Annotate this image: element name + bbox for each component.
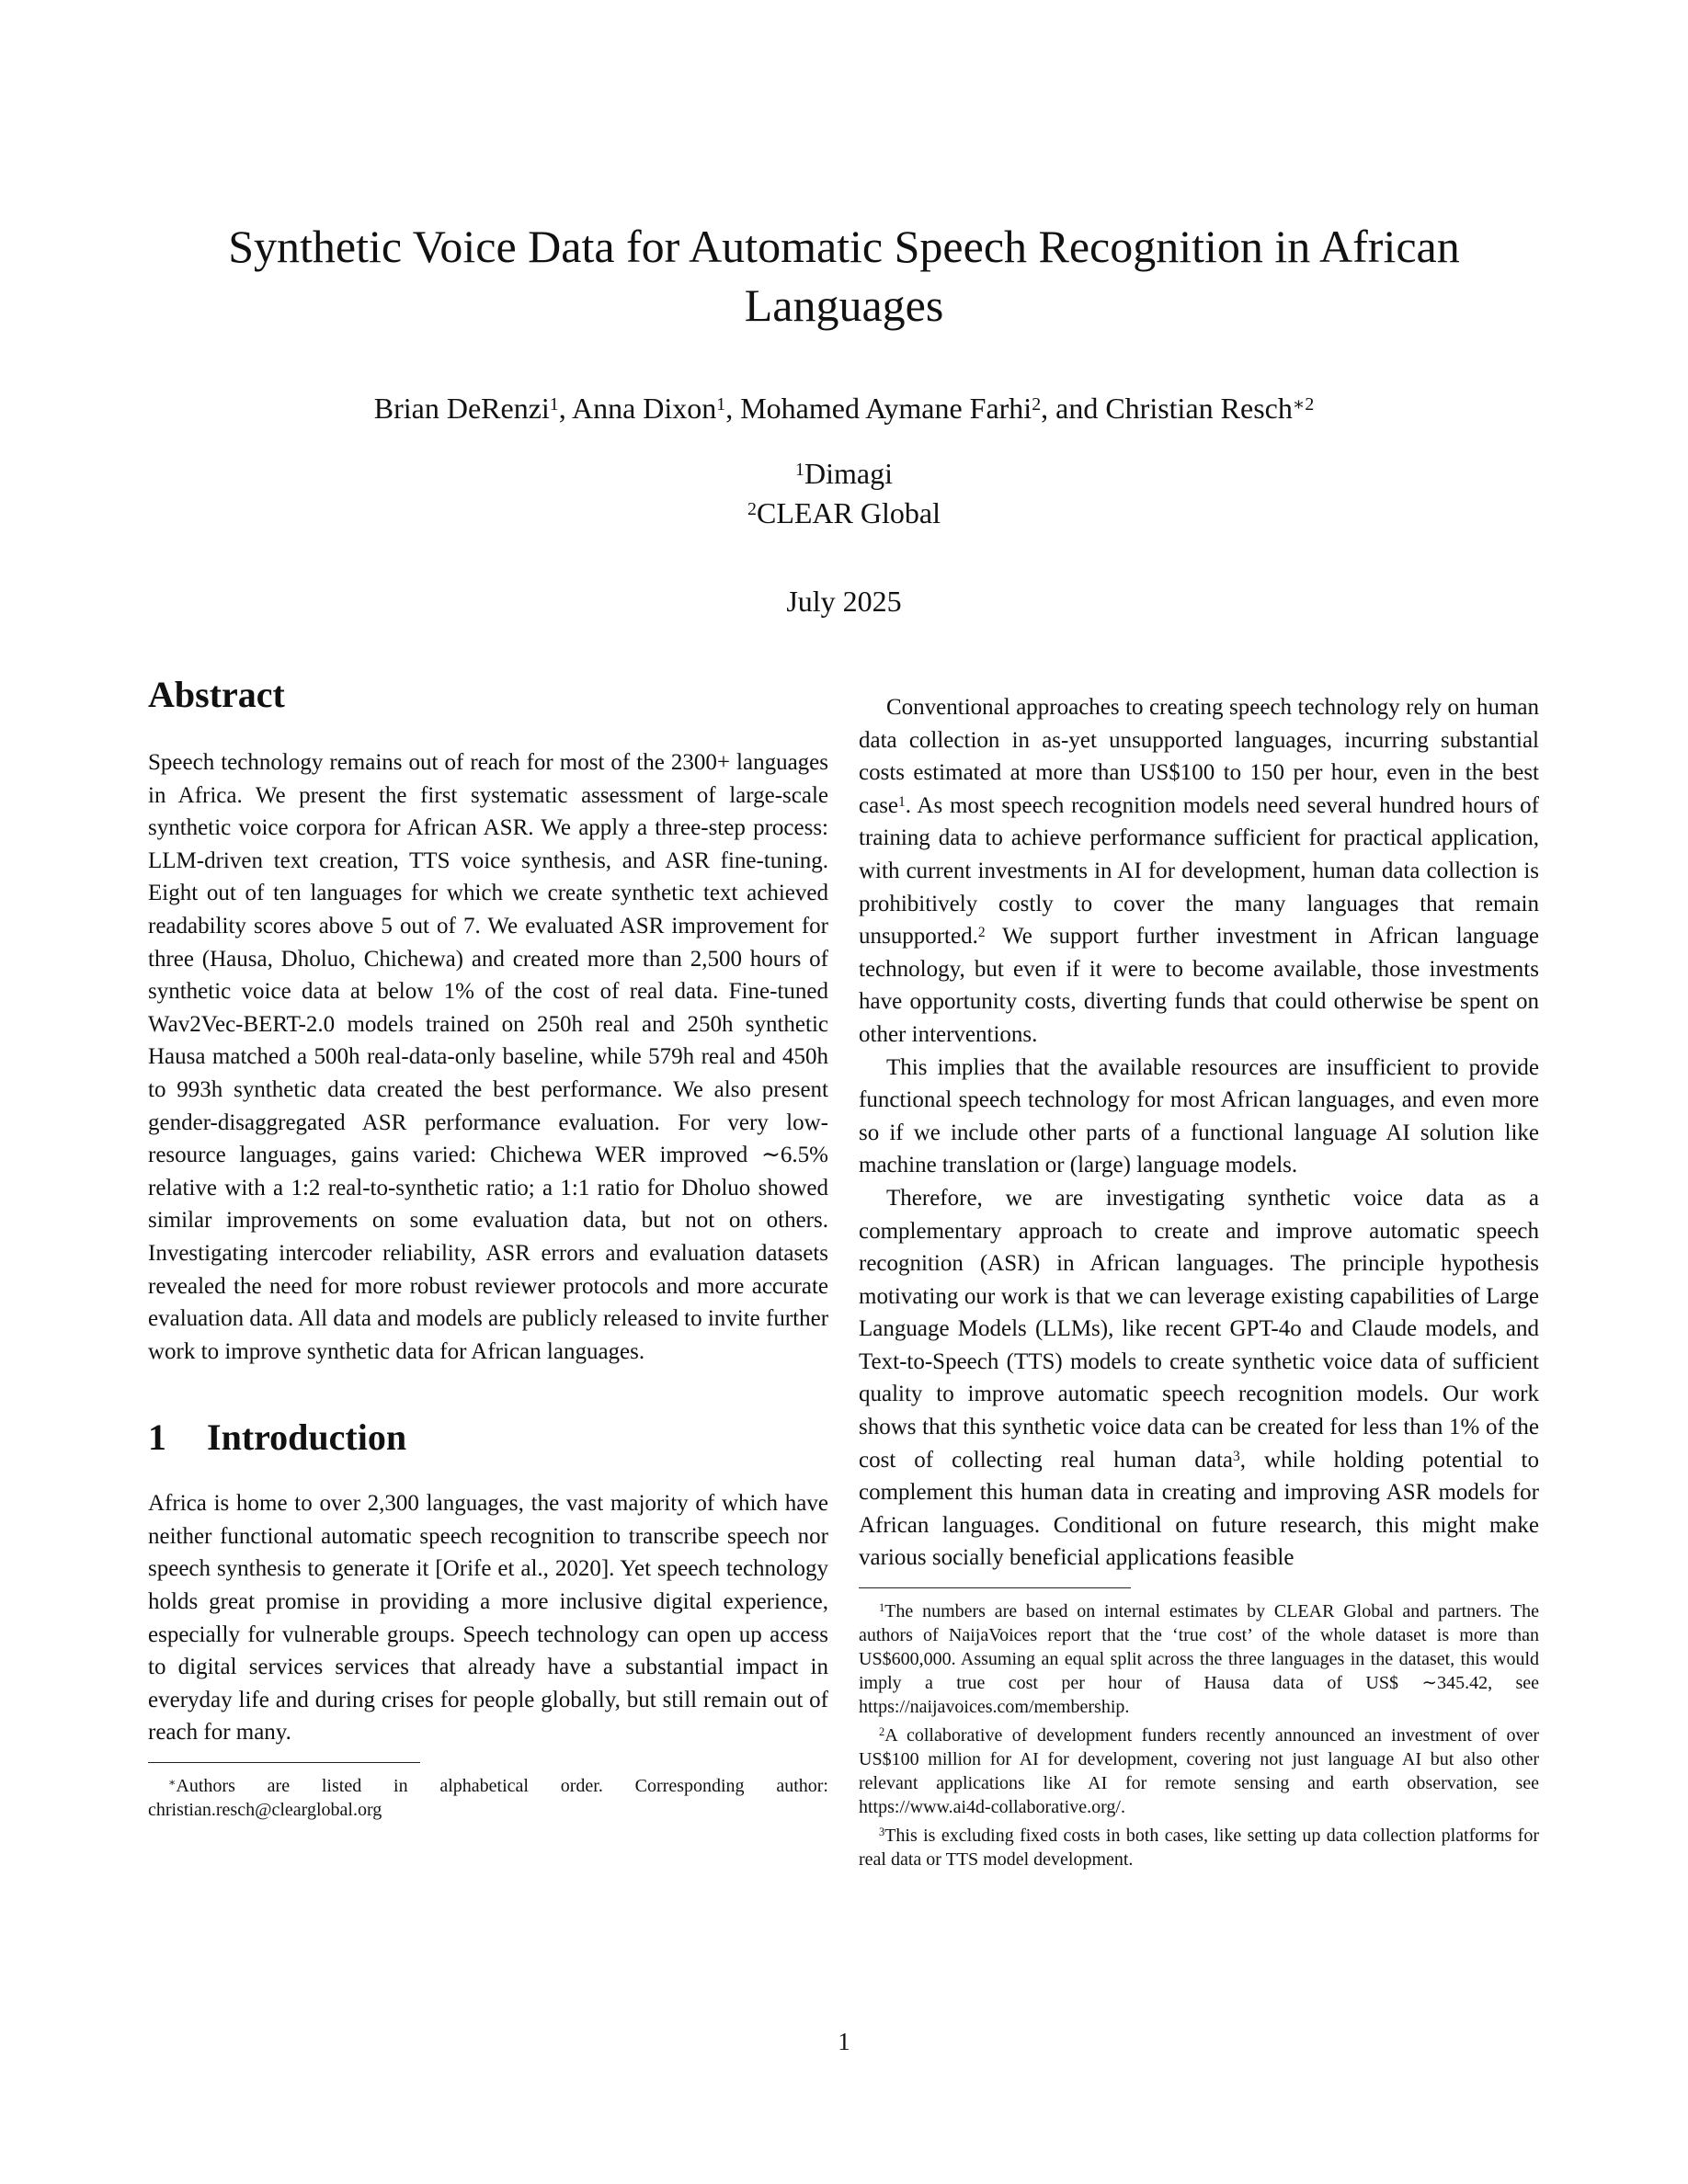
footnote-mark: 1 (879, 1601, 885, 1615)
author-list (147, 390, 1541, 427)
intro-paragraph-1: Africa is home to over 2,300 languages, the vast majority of which have neither functional automatic speech recognition to transcribe speech nor speech synthesis to generate it [Orife et al., 2020]. Yet speech technology holds great promise in providing a more inclusive digital experience, especially for vulnerable groups. Speech technology can open up access to digital services services that already have a substantial impact in everyday life and during crises for people globally, but still remain out of reach for many. (148, 1491, 828, 1746)
footnote (859, 1723, 1539, 1819)
paragraph-text: Therefore, we are investigating synthetic voice data as a complementary approach to create and improve automatic speech recognition (ASR) in African languages. The principle hypothesis motivating our work is that we can leverage existing capabilities of Large Language Models (LLMs), like recent GPT-4o and Claude models, and Text-to-Speech (TTS) models to create synthetic voice data of sufficient quality to improve automatic speech recognition models. Our work shows that this synthetic voice data can be created for less than 1% of the cost of collecting real human data (859, 1185, 1539, 1473)
footnote-text: Authors are listed in alphabetical order. Corresponding author: christian.resch@clearglobal.org (148, 1776, 828, 1821)
footnote (148, 1774, 828, 1822)
intro-paragraph-3: This implies that the available resources are insufficient to provide functional speech technology for most African languages, and even more so if we include other parts of a functional language AI solution like machine translation or (large) language models. (859, 1054, 1539, 1178)
affiliation-name: Dimagi (804, 457, 893, 490)
author-separator: , (725, 392, 741, 425)
paper-title: Synthetic Voice Data for Automatic Speech Recognition in African Languages (228, 221, 1460, 331)
author-affiliation-mark: 1 (716, 394, 726, 415)
footnote-ref[interactable]: 2 (977, 925, 986, 941)
paragraph-text: . As most speech recognition models need several hundred hours of training data to achieve performance sufficient for practical application, with current investments in AI for development, human data collection is prohibitively costly to cover the many languages that remain unsupported. (859, 792, 1539, 950)
paragraph-text: , while holding potential to complement this human data in creating and improving ASR models for African languages. Conditional on future research, this might make various socially beneficial applications feasible (859, 1447, 1540, 1571)
footnote-mark: ∗ (168, 1776, 177, 1790)
abstract-heading: Abstract (148, 674, 285, 715)
footnote-text: This is excluding fixed costs in both cases, like setting up data collection platforms for real data or TTS model development. (859, 1826, 1539, 1871)
affiliation (147, 494, 1541, 533)
author-affiliation-mark: ∗2 (1292, 394, 1315, 415)
footnote-ref[interactable]: 3 (1233, 1448, 1240, 1464)
footnote-mark: 2 (879, 1725, 885, 1739)
paragraph-text: Conventional approaches to creating speech technology rely on human data collection in as-yet unsupported languages, incurring substantial costs estimated at more than US$100 to 150 per hour, even in the best case (859, 695, 1539, 818)
author-affiliation-mark: 2 (1032, 394, 1042, 415)
intro-paragraph-2 (859, 691, 1539, 1052)
affiliation-name: CLEAR Global (756, 496, 941, 529)
intro-paragraph-4 (859, 1182, 1539, 1575)
publication-date: July 2025 (786, 585, 902, 618)
page-number: 1 (838, 2028, 850, 2055)
author-affiliation-mark: 1 (549, 394, 559, 415)
author-name: Mohamed Aymane Farhi (740, 392, 1032, 425)
footnote (859, 1599, 1539, 1719)
footnote-ref[interactable]: 1 (898, 793, 906, 810)
affiliation (147, 454, 1541, 494)
footnote-rule (859, 1587, 1131, 1588)
author-separator: , (558, 392, 572, 425)
left-column (148, 673, 828, 1826)
footnote-rule (148, 1762, 420, 1763)
abstract-text: Speech technology remains out of reach for most of the 2300+ languages in Africa. We present the first systematic assessment of large-scale synthetic voice corpora for African ASR. We apply a three-step process: LLM-driven text creation, TTS voice synthesis, and ASR fine-tuning. Eight out of ten languages for which we create synthetic text achieved readability scores above 5 out of 7. We evaluated ASR improvement for three (Hausa, Dholuo, Chichewa) and created more than 2,500 hours of synthetic voice data at below 1% of the cost of real data. Fine-tuned Wav2Vec-BERT-2.0 models trained on 250h real and 250h synthetic Hausa matched a 500h real-data-only baseline, while 579h real and 450h to 993h synthetic data created the best performance. We also present gender-disaggregated ASR performance evaluation. For very low-resource languages, gains varied: Chichewa WER improved ∼6.5% relative with a 1:2 real-to-synthetic ratio; a 1:1 ratio for Dholuo showed similar improvements on some evaluation data, but not on others. Investigating intercoder reliability, ASR errors and evaluation datasets revealed the need for more robust reviewer protocols and more accurate evaluation data. All data and models are publicly released to invite further work to improve synthetic data for African languages. (148, 750, 829, 1364)
section-number: 1 (148, 1416, 166, 1459)
affiliation-list (147, 454, 1541, 533)
right-column (859, 691, 1539, 1876)
author-separator: , and (1041, 392, 1106, 425)
author-name: Christian Resch (1105, 392, 1293, 425)
footnote-text: A collaborative of development funders recently announced an investment of over US$100 million for AI for development, covering not just language AI but also other relevant applications like AI for remote sensing and earth observation, see https://www.ai4d-collaborative.org/. (859, 1725, 1539, 1818)
affiliation-mark: 2 (747, 499, 757, 520)
footnote-mark: 3 (879, 1826, 885, 1839)
author-name: Anna Dixon (571, 392, 717, 425)
author-name: Brian DeRenzi (373, 392, 550, 425)
footnote-text: The numbers are based on internal estimates by CLEAR Global and partners. The authors of NaijaVoices report that the ‘true cost’ of the whole dataset is more than US$600,000. Assuming an equal split across the three languages in the dataset, this would imply a true cost per hour of Hausa data of US$ ∼345.42, see https://naijavoices.com/membership. (859, 1601, 1539, 1718)
paragraph-text: We support further investment in African language technology, but even if it were to become available, those investments have opportunity costs, diverting funds that could otherwise be spent on other interventions. (859, 924, 1539, 1047)
footnote (859, 1824, 1539, 1871)
section-title: Introduction (207, 1416, 407, 1459)
affiliation-mark: 1 (795, 460, 804, 481)
section-heading-introduction (148, 1416, 828, 1460)
